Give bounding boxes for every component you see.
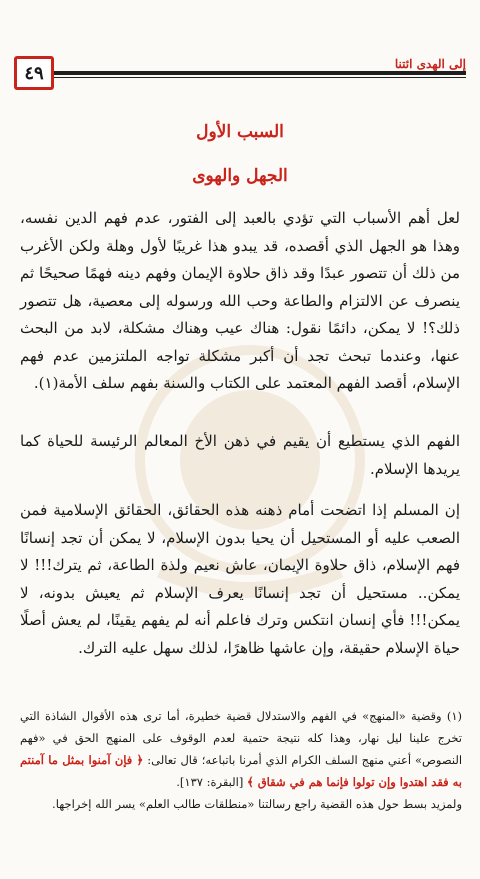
- quran-reference: [البقرة: ١٣٧].: [176, 775, 244, 789]
- paragraph-1: لعل أهم الأسباب التي تؤدي بالعبد إلى الفتور، عدم فهم الدين نفسه، وهذا هو الجهل الذي أقصده، قد يبدو هذا غريبًا لأول وهلة ولكن الأغرب من ذلك أن تتصور عبدًا وقد ذاق حلاوة الإيمان وفهم دينه فهمًا صحيحًا ثم ينصرف عن الالتزام والطاعة وحب الله ورسوله إلى معصية، هل تتصور ذلك؟! لا يمكن، دائمًا نقول: هناك عيب وهناك مشكلة، لابد من البحث عنها، وعندما تبحث تجد أن أكبر مشكلة تواجه الملتزمين عدم فهم الإسلام، أقصد الفهم المعتمد على الكتاب والسنة بفهم سلف الأمة(١).: [20, 209, 460, 392]
- section-heading: السبب الأول: [196, 122, 284, 142]
- footnotes: [20, 705, 462, 815]
- header-rule-thin: [54, 77, 466, 78]
- footnote-1: (١) وقضية «المنهج» في الفهم والاستدلال قضية خطيرة، أما ترى هذه الأقوال الشاذة التي تخرج علينا ليل نهار، وهذا كله نتيجة حتمية لعدم الوقوف على المنهج الحق في «فهم النصوص» أعني منهج السلف الكرام الذي أمرنا باتباعه؛ قال تعالى:: [20, 709, 463, 767]
- quran-verse: ﴿ فإن آمنوا بمثل ما آمنتم به فقد اهتدوا وإن تولوا فإنما هم في شقاق ﴾: [20, 753, 462, 789]
- running-title: إلى الهدى ائتنا: [387, 57, 466, 71]
- header-rule: [54, 71, 466, 75]
- page-header: [14, 48, 466, 88]
- paragraph-3: إن المسلم إذا اتضحت أمام ذهنه هذه الحقائق، الحقائق الإسلامية فمن الصعب عليه أو المستحيل أن يحيا بدون الإسلام، لا يمكن أن تجد إنسانًا فهم الإسلام، ذاق حلاوة الإيمان، عاش نعيم ولذة الطاعة، ثم يترك!!! لا يمكن.. مستحيل أن تجد إنسانًا يعرف الإسلام ثم يعيش بدونه، لا يمكن!!! فأي إنسان انتكس وترك فاعلم أنه لم يفهم يقينًا، لم يعش أصلًا حياة الإسلام حقيقة، وإن عاشها ظاهرًا، لذلك سهل عليه الترك.: [20, 501, 460, 657]
- footnote-2: ولمزيد بسط حول هذه القضية راجع رسالتنا «منطلقات طالب العلم» يسر الله إخراجها.: [52, 797, 462, 811]
- page-number: ٤٩: [14, 56, 54, 90]
- paragraph-2: الفهم الذي يستطيع أن يقيم في ذهن الأخ المعالم الرئيسة للحياة كما يريدها الإسلام.: [20, 432, 460, 478]
- subsection-heading: الجهل والهوى: [192, 166, 288, 186]
